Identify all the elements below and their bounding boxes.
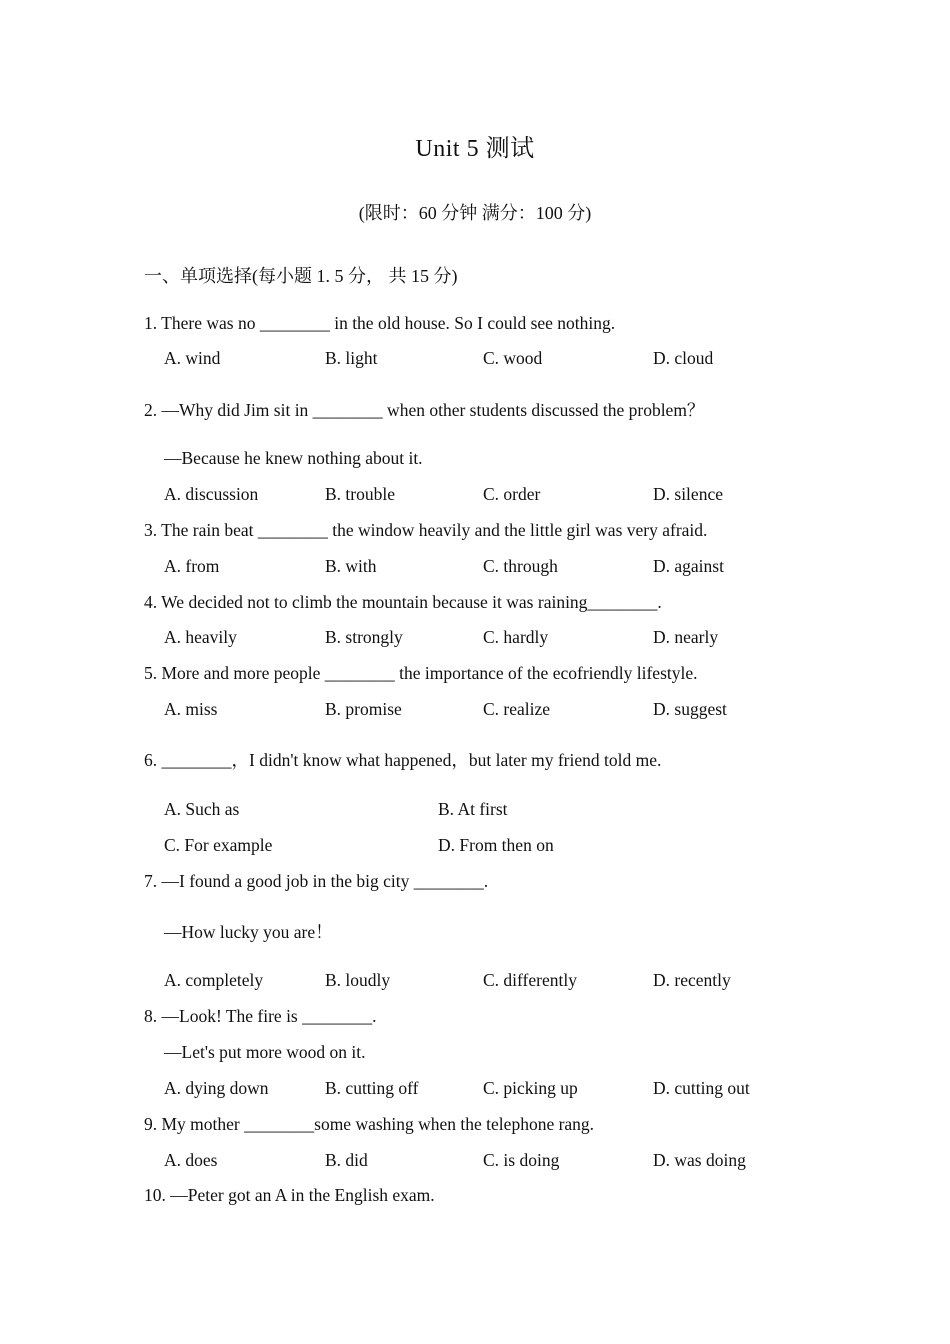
question-9-stem: 9. My mother ________some washing when the telephone rang. [144,1114,595,1134]
question-6-stem: 6. ________，I didn't know what happened，but later my friend told me. [144,750,662,770]
question-9-option-c: C. is doing [483,1150,560,1170]
question-1-option-a: A. wind [164,348,221,368]
question-4-stem: 4. We decided not to climb the mountain because it was raining________. [144,592,662,612]
question-3-stem: 3. The rain beat ________ the window heavily and the little girl was very afraid. [144,520,708,540]
question-7-dialog: —How lucky you are！ [164,922,333,942]
question-5-option-a: A. miss [164,699,218,719]
question-9-option-b: B. did [325,1150,368,1170]
question-7-option-a: A. completely [164,970,264,990]
question-5-option-d: D. suggest [653,699,727,719]
question-3-option-b: B. with [325,556,377,576]
question-8-option-b: B. cutting off [325,1078,419,1098]
question-3-option-a: A. from [164,556,220,576]
question-6-option-c: C. For example [164,835,273,855]
question-8-dialog: —Let's put more wood on it. [164,1042,366,1062]
question-7-option-d: D. recently [653,970,731,990]
question-1-option-b: B. light [325,348,378,368]
question-5-stem: 5. More and more people ________ the importance of the ecofriendly lifestyle. [144,663,698,683]
question-1-option-c: C. wood [483,348,543,368]
question-2-option-d: D. silence [653,484,723,504]
question-9-option-a: A. does [164,1150,218,1170]
question-4-option-c: C. hardly [483,627,549,647]
question-5-option-c: C. realize [483,699,551,719]
question-8-option-a: A. dying down [164,1078,269,1098]
question-8-option-c: C. picking up [483,1078,578,1098]
question-6-option-a: A. Such as [164,799,240,819]
page-title: Unit 5 测试 [415,136,535,162]
exam-info: (限时：60 分钟 满分：100 分) [358,203,592,223]
question-7-option-c: C. differently [483,970,577,990]
question-8-option-d: D. cutting out [653,1078,750,1098]
question-2-option-b: B. trouble [325,484,395,504]
question-10-stem: 10. —Peter got an A in the English exam. [144,1185,435,1205]
question-3-option-d: D. against [653,556,724,576]
question-1-stem: 1. There was no ________ in the old house. So I could see nothing. [144,313,616,333]
question-4-option-b: B. strongly [325,627,403,647]
question-3-option-c: C. through [483,556,558,576]
question-9-option-d: D. was doing [653,1150,746,1170]
question-4-option-a: A. heavily [164,627,237,647]
question-5-option-b: B. promise [325,699,402,719]
question-6-option-d: D. From then on [438,835,554,855]
question-4-option-d: D. nearly [653,627,719,647]
question-2-dialog: —Because he knew nothing about it. [164,448,423,468]
question-2-option-a: A. discussion [164,484,259,504]
question-7-stem: 7. —I found a good job in the big city ________. [144,871,489,891]
question-1-option-d: D. cloud [653,348,714,368]
section-heading: 一、单项选择(每小题 1. 5 分， 共 15 分) [144,266,458,286]
question-2-option-c: C. order [483,484,541,504]
question-6-option-b: B. At first [438,799,508,819]
question-2-stem: 2. —Why did Jim sit in ________ when other students discussed the problem？ [144,400,705,420]
question-7-option-b: B. loudly [325,970,391,990]
question-8-stem: 8. —Look! The fire is ________. [144,1006,377,1026]
